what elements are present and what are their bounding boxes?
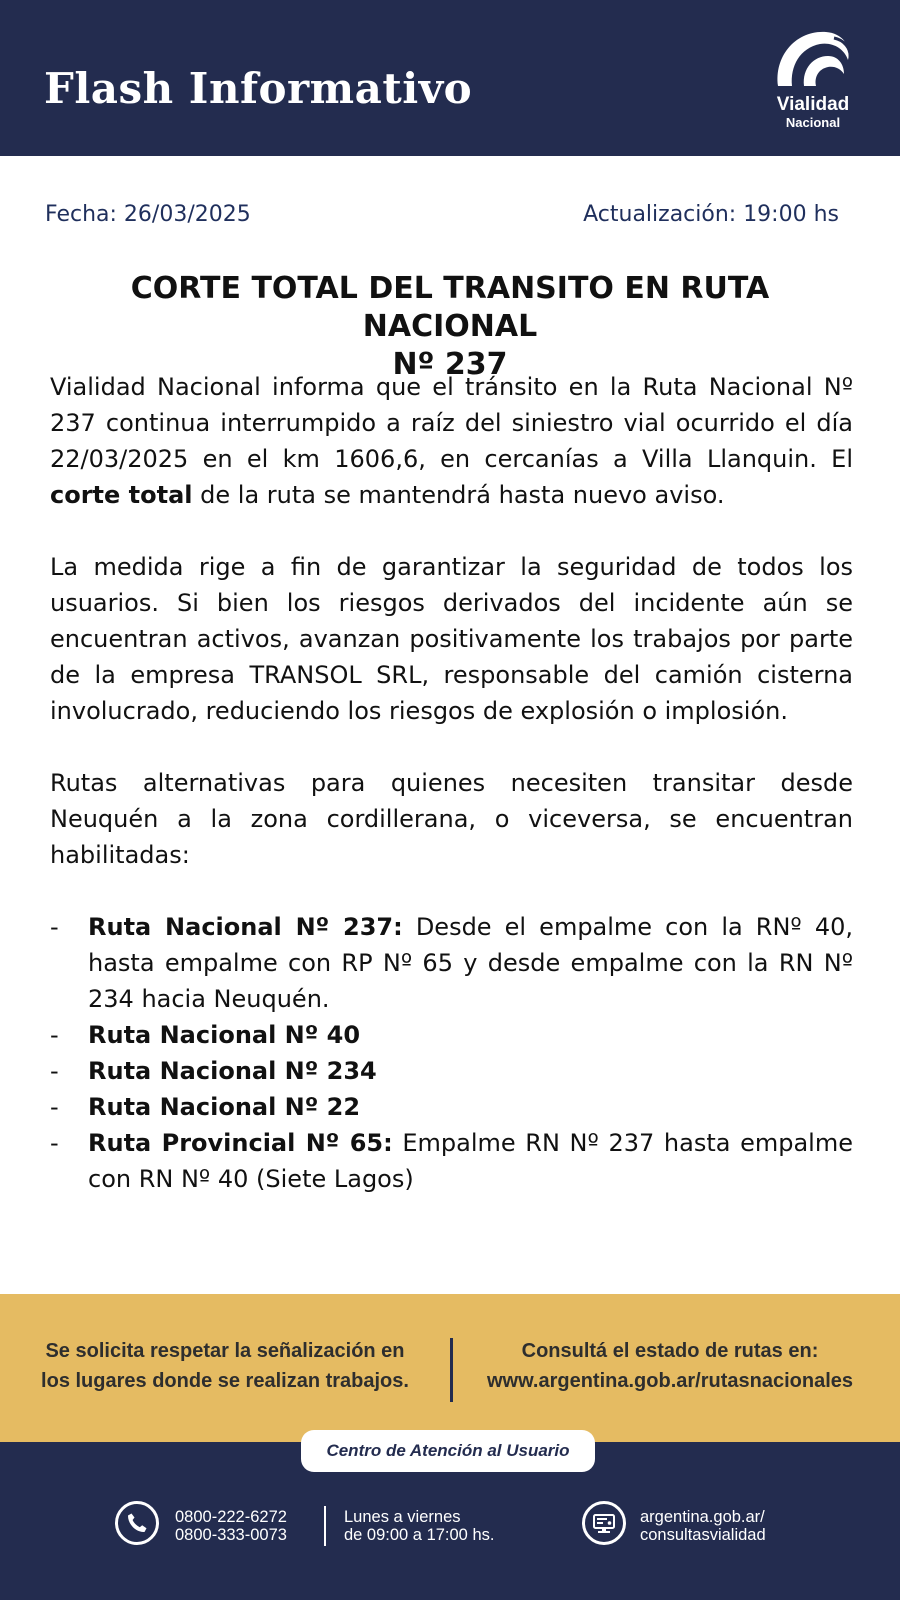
- phone-number-2[interactable]: 0800-333-0073: [175, 1526, 287, 1544]
- date-label: Fecha: 26/03/2025: [45, 202, 251, 227]
- list-item: [50, 1089, 853, 1125]
- phone-numbers: [175, 1508, 287, 1544]
- paragraph-1-bold: corte total: [50, 481, 193, 509]
- route-detail: Desde el empalme con la RNº 40, hasta empalme con RP Nº 65 y desde empalme con la RN Nº 234 hacia Neuquén.: [88, 913, 853, 1013]
- logo-name: Vialidad: [776, 94, 850, 115]
- phone-icon: [115, 1501, 159, 1545]
- logo-subname: Nacional: [785, 115, 841, 130]
- road-swoosh-icon: [774, 26, 852, 92]
- office-hours-days: Lunes a viernes: [344, 1508, 461, 1526]
- office-hours: [344, 1508, 494, 1544]
- banner-divider: [450, 1338, 453, 1402]
- footer-divider: [324, 1506, 326, 1546]
- route-name: Ruta Provincial Nº 65:: [88, 1129, 393, 1157]
- route-name: Ruta Nacional Nº 40: [88, 1021, 361, 1049]
- support-center-badge: Centro de Atención al Usuario: [301, 1430, 595, 1472]
- route-status-line-1: Consultá el estado de rutas en:: [521, 1340, 819, 1362]
- list-item: [50, 909, 853, 1017]
- article-body: [50, 369, 853, 1197]
- route-name: Ruta Nacional Nº 234: [88, 1057, 377, 1085]
- update-label: Actualización: 19:00 hs: [583, 202, 839, 227]
- signage-notice-line-1: Se solicita respetar la señalización en: [45, 1340, 405, 1362]
- list-item: [50, 1017, 853, 1053]
- route-name: Ruta Nacional Nº 22: [88, 1093, 361, 1121]
- route-status-notice: [470, 1336, 870, 1396]
- office-hours-time: de 09:00 a 17:00 hs.: [344, 1526, 495, 1544]
- list-item: [50, 1053, 853, 1089]
- paragraph-2: La medida rige a fin de garantizar la seguridad de todos los usuarios. Si bien los riesgos derivados del incidente aún se encuentran activos, avanzan positivamente los trabajos por parte de la empresa TRANSOL SRL, responsable del camión cisterna involucrado, reduciendo los riesgos de explosión o implosión.: [50, 553, 853, 725]
- routes-list: [50, 909, 853, 1197]
- phone-number-1[interactable]: 0800-222-6272: [175, 1508, 287, 1526]
- title-line-1: CORTE TOTAL DEL TRANSITO EN RUTA NACIONAL: [130, 271, 770, 344]
- signage-notice: [25, 1336, 425, 1396]
- paragraph-1: [50, 369, 853, 513]
- paragraph-1-tail: de la ruta se mantendrá hasta nuevo aviso.: [192, 481, 725, 509]
- signage-notice-line-2: los lugares donde se realizan trabajos.: [41, 1370, 409, 1392]
- computer-icon: [582, 1501, 626, 1545]
- header: [0, 0, 900, 156]
- header-title: Flash Informativo: [44, 64, 473, 113]
- route-status-link[interactable]: www.argentina.gob.ar/rutasnacionales: [486, 1370, 853, 1392]
- route-detail: Empalme RN Nº 237 hasta empalme con RN Nº 40 (Siete Lagos): [88, 1129, 853, 1193]
- consultation-link-line-2: consultasvialidad: [640, 1526, 766, 1544]
- vialidad-logo: [766, 26, 860, 134]
- paragraph-3: Rutas alternativas para quienes necesiten transitar desde Neuquén a la zona cordillerana, o viceversa, se encuentran habilitadas:: [50, 769, 853, 869]
- route-name: Ruta Nacional Nº 237:: [88, 913, 403, 941]
- page-title: [50, 270, 850, 384]
- consultation-link[interactable]: [640, 1508, 766, 1544]
- footer: [0, 1442, 900, 1600]
- consultation-link-line-1: argentina.gob.ar/: [640, 1508, 765, 1526]
- notice-banner: [0, 1294, 900, 1442]
- list-item: [50, 1125, 853, 1197]
- paragraph-1-text: Vialidad Nacional informa que el tránsito en la Ruta Nacional Nº 237 continua interrumpido a raíz del siniestro vial ocurrido el día 22/03/2025 en el km 1606,6, en cercanías a Villa Llanquin. El: [50, 373, 853, 473]
- title-line-2: Nº 237: [392, 347, 508, 382]
